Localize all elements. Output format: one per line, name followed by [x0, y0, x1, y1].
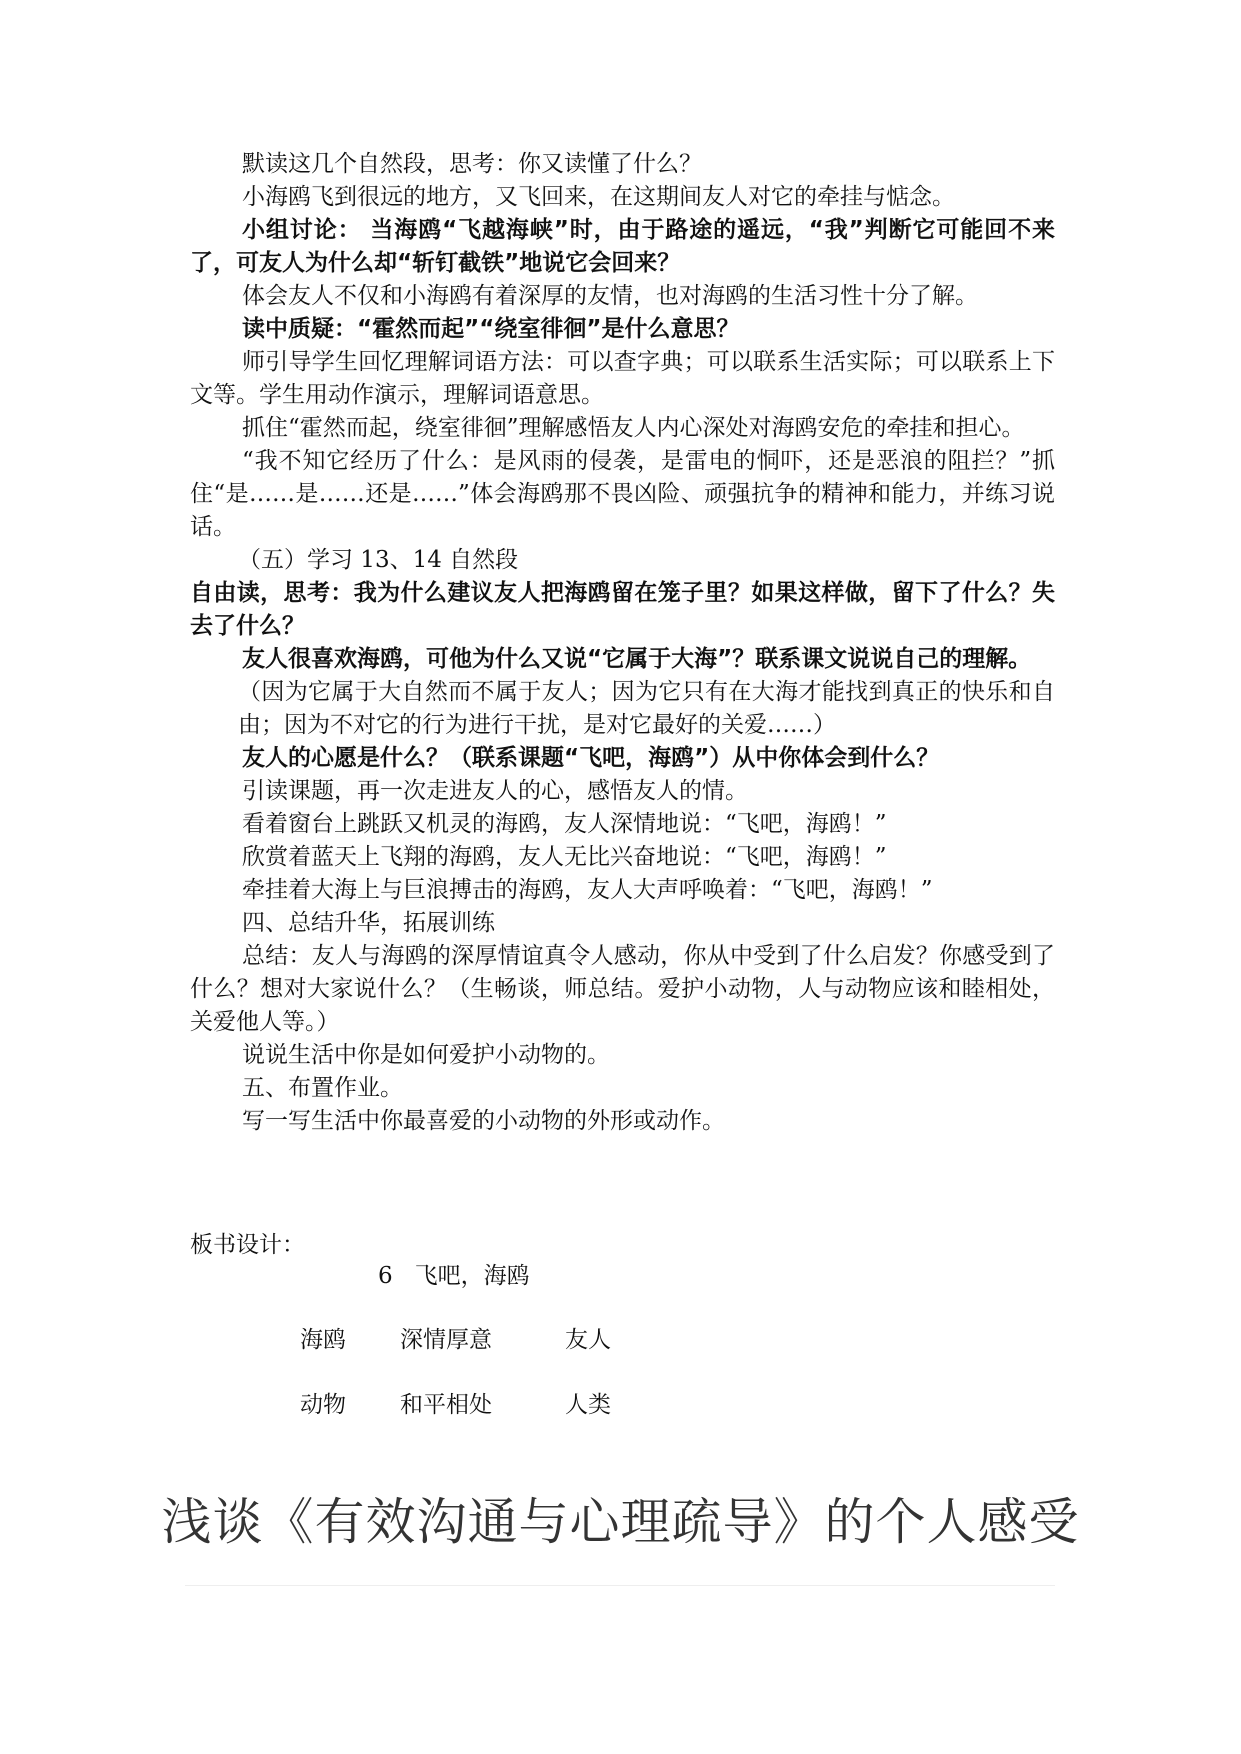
paragraph: “我不知它经历了什么：是风雨的侵袭，是雷电的恫吓，还是恶浪的阻拦？”抓住“是……是……还是……”体会海鸥那不畏凶险、顽强抗争的精神和能力，并练习说话。 — [190, 448, 1055, 540]
paragraph: （因为它属于大自然而不属于友人；因为它只有在大海才能找到真正的快乐和自由；因为不对它的行为进行干扰，是对它最好的关爱……） — [238, 679, 1055, 738]
board-cell: 友人 — [565, 1327, 611, 1353]
divider — [185, 1585, 1055, 1586]
paragraph: 写一写生活中你最喜爱的小动物的外形或动作。 — [242, 1108, 725, 1134]
paragraph: 自由读，思考：我为什么建议友人把海鸥留在笼子里？如果这样做，留下了什么？失去了什么？ — [190, 580, 1055, 639]
board-cell: 人类 — [565, 1392, 611, 1418]
paragraph: 师引导学生回忆理解词语方法：可以查字典；可以联系生活实际；可以联系上下文等。学生用动作演示，理解词语意思。 — [190, 349, 1055, 408]
board-design-label: 板书设计： — [190, 1232, 305, 1258]
paragraph: 友人很喜欢海鸥，可他为什么又说“它属于大海”？联系课文说说自己的理解。 — [242, 646, 1032, 672]
next-article-title: 浅谈《有效沟通与心理疏导》的个人感受 — [161, 1493, 1080, 1551]
paragraph: 牵挂着大海上与巨浪搏击的海鸥，友人大声呼唤着：“飞吧，海鸥！” — [242, 877, 933, 903]
paragraph: 四、总结升华，拓展训练 — [242, 910, 495, 936]
paragraph: 小海鸥飞到很远的地方，又飞回来，在这期间友人对它的牵挂与惦念。 — [242, 184, 955, 210]
paragraph: 友人的心愿是什么？（联系课题“飞吧，海鸥”）从中你体会到什么？ — [242, 745, 940, 771]
paragraph: 引读课题，再一次走进友人的心，感悟友人的情。 — [242, 778, 748, 804]
paragraph: 总结：友人与海鸥的深厚情谊真令人感动，你从中受到了什么启发？你感受到了什么？想对大家说什么？（生畅谈，师总结。爱护小动物，人与动物应该和睦相处，关爱他人等。） — [190, 943, 1055, 1035]
board-row — [300, 1321, 611, 1354]
paragraph: 抓住“霍然而起，绕室徘徊”理解感悟友人内心深处对海鸥安危的牵挂和担心。 — [242, 415, 1025, 441]
board-row — [300, 1386, 611, 1419]
board-heading: 6 飞吧，海鸥 — [378, 1263, 530, 1289]
board-cell: 动物 — [300, 1392, 346, 1418]
paragraph: 小组讨论： 当海鸥“飞越海峡”时，由于路途的遥远，“我”判断它可能回不来了，可友人为什么却“斩钉截铁”地说它会回来？ — [190, 217, 1055, 276]
board-cell: 和平相处 — [400, 1392, 492, 1418]
paragraph: 默读这几个自然段，思考：你又读懂了什么？ — [242, 151, 702, 177]
paragraph: （五）学习 13、14 自然段 — [238, 547, 519, 573]
board-cell: 深情厚意 — [400, 1327, 492, 1353]
paragraph: 看着窗台上跳跃又机灵的海鸥，友人深情地说：“飞吧，海鸥！” — [242, 811, 887, 837]
paragraph: 说说生活中你是如何爱护小动物的。 — [242, 1042, 610, 1068]
paragraph: 读中质疑：“霍然而起”“绕室徘徊”是什么意思？ — [242, 316, 740, 342]
paragraph: 五、布置作业。 — [242, 1075, 403, 1101]
board-cell: 海鸥 — [300, 1327, 346, 1353]
paragraph: 体会友人不仅和小海鸥有着深厚的友情，也对海鸥的生活习性十分了解。 — [242, 283, 978, 309]
paragraph: 欣赏着蓝天上飞翔的海鸥，友人无比兴奋地说：“飞吧，海鸥！” — [242, 844, 887, 870]
lesson-body — [190, 148, 1055, 1138]
